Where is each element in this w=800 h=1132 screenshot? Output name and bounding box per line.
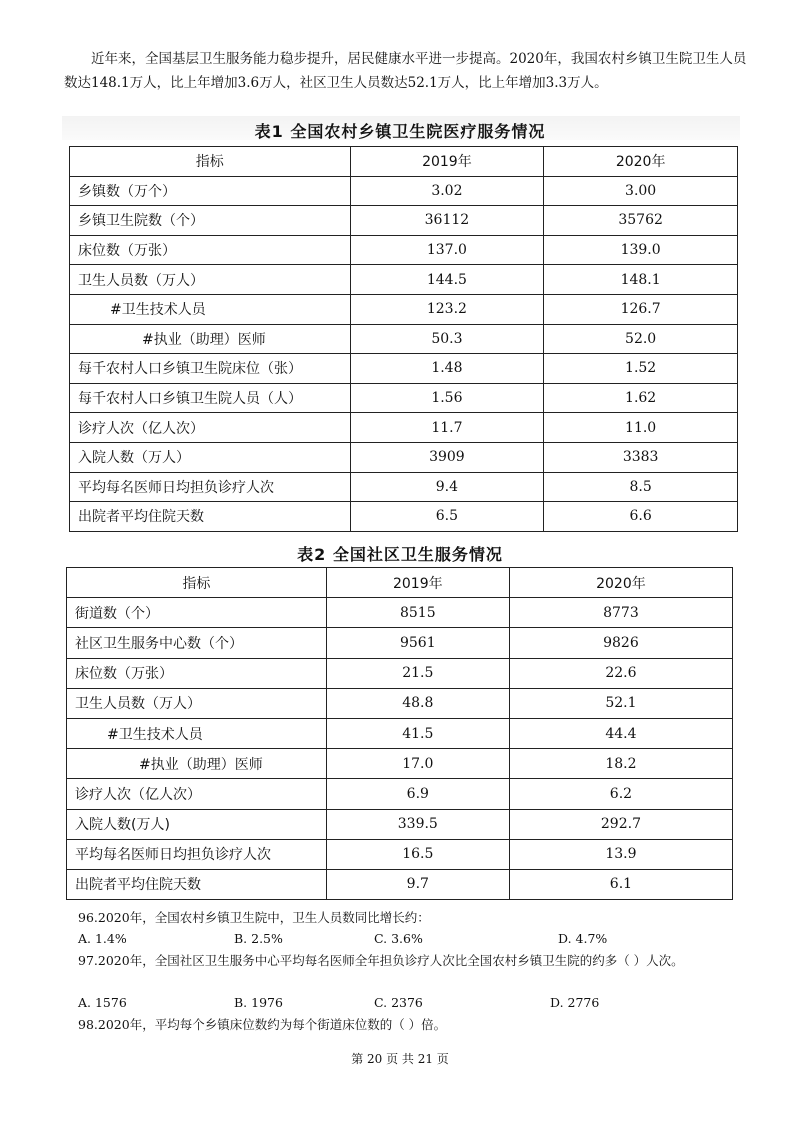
table-row — [70, 383, 738, 413]
table-row — [70, 442, 738, 472]
value-2020-cell: 139.0 — [544, 235, 738, 265]
table1-header-row — [70, 147, 738, 177]
table1-title: 表1 全国农村乡镇卫生院医疗服务情况 — [254, 122, 546, 141]
indicator-cell: 卫生人员数（万人） — [70, 265, 351, 295]
value-2020-cell: 6.2 — [509, 779, 732, 809]
value-2020-cell: 11.0 — [544, 413, 738, 443]
value-2019-cell: 6.9 — [326, 779, 509, 809]
table1-header-2020: 2020年 — [544, 147, 738, 177]
table2-header-2019: 2019年 — [326, 568, 509, 598]
table-row — [67, 688, 733, 718]
table-row — [70, 176, 738, 206]
indicator-cell: 乡镇卫生院数（个） — [70, 206, 351, 236]
value-2019-cell: 17.0 — [326, 749, 509, 779]
value-2019-cell: 1.48 — [350, 354, 544, 384]
table2-header-row — [67, 568, 733, 598]
value-2019-cell: 16.5 — [326, 839, 509, 869]
indicator-cell: #卫生技术人员 — [67, 718, 327, 748]
table2-header-2020: 2020年 — [509, 568, 732, 598]
value-2020-cell: 8.5 — [544, 472, 738, 502]
value-2019-cell: 3909 — [350, 442, 544, 472]
table-row — [67, 718, 733, 748]
page-footer: 第 20 页 共 21 页 — [351, 1052, 449, 1066]
question-97-options — [78, 995, 758, 1013]
table-row — [70, 294, 738, 324]
value-2020-cell: 9826 — [509, 628, 732, 658]
value-2019-cell: 6.5 — [350, 502, 544, 532]
value-2020-cell: 6.1 — [509, 869, 732, 899]
table-row — [70, 265, 738, 295]
indicator-cell: 每千农村人口乡镇卫生院人员（人） — [70, 383, 351, 413]
question-97-option-c[interactable]: C. 2376 — [374, 995, 423, 1010]
question-96-option-b[interactable]: B. 2.5% — [234, 931, 283, 946]
value-2020-cell: 148.1 — [544, 265, 738, 295]
value-2019-cell: 9.7 — [326, 869, 509, 899]
question-96-stem: 96.2020年，全国农村乡镇卫生院中，卫生人员数同比增长约： — [78, 910, 430, 925]
intro-paragraph: 近年来，全国基层卫生服务能力稳步提升，居民健康水平进一步提高。2020年，我国农村乡镇卫生院卫生人员数达148.1万人，比上年增加3.6万人，社区卫生人员数达52.1万人，比上年增加3.3万人。 — [64, 51, 747, 91]
value-2020-cell: 35762 — [544, 206, 738, 236]
value-2019-cell: 9.4 — [350, 472, 544, 502]
value-2020-cell: 126.7 — [544, 294, 738, 324]
value-2019-cell: 1.56 — [350, 383, 544, 413]
table-row — [70, 413, 738, 443]
question-97-option-a[interactable]: A. 1576 — [78, 995, 127, 1010]
table1-header-2019: 2019年 — [350, 147, 544, 177]
value-2019-cell: 48.8 — [326, 688, 509, 718]
question-97-stem: 97.2020年，全国社区卫生服务中心平均每名医师全年担负诊疗人次比全国农村乡镇卫生院的约多（ ）人次。 — [78, 953, 684, 968]
table1-header-indicator: 指标 — [70, 147, 351, 177]
table1-rural-township-health-centers — [69, 146, 738, 532]
value-2020-cell: 8773 — [509, 598, 732, 628]
table-row — [67, 839, 733, 869]
value-2020-cell: 6.6 — [544, 502, 738, 532]
value-2019-cell: 11.7 — [350, 413, 544, 443]
value-2020-cell: 22.6 — [509, 658, 732, 688]
value-2019-cell: 36112 — [350, 206, 544, 236]
question-97-option-b[interactable]: B. 1976 — [234, 995, 283, 1010]
value-2020-cell: 3.00 — [544, 176, 738, 206]
question-97-option-d[interactable]: D. 2776 — [550, 995, 600, 1010]
indicator-cell: 街道数（个） — [67, 598, 327, 628]
table-row — [67, 869, 733, 899]
indicator-cell: #执业（助理）医师 — [70, 324, 351, 354]
value-2019-cell: 9561 — [326, 628, 509, 658]
value-2020-cell: 52.1 — [509, 688, 732, 718]
table2-community-health-services — [66, 567, 733, 900]
table-row — [67, 809, 733, 839]
value-2020-cell: 1.52 — [544, 354, 738, 384]
table-row — [70, 472, 738, 502]
indicator-cell: 乡镇数（万个） — [70, 176, 351, 206]
table-row — [70, 354, 738, 384]
indicator-cell: 平均每名医师日均担负诊疗人次 — [67, 839, 327, 869]
value-2020-cell: 18.2 — [509, 749, 732, 779]
indicator-cell: 出院者平均住院天数 — [70, 502, 351, 532]
indicator-cell: 床位数（万张） — [70, 235, 351, 265]
value-2019-cell: 50.3 — [350, 324, 544, 354]
value-2019-cell: 21.5 — [326, 658, 509, 688]
indicator-cell: 床位数（万张） — [67, 658, 327, 688]
question-96-options — [78, 931, 758, 949]
table-row — [70, 206, 738, 236]
question-96-option-d[interactable]: D. 4.7% — [558, 931, 608, 946]
table2-header-indicator: 指标 — [67, 568, 327, 598]
table2-title: 表2 全国社区卫生服务情况 — [297, 545, 503, 564]
indicator-cell: 平均每名医师日均担负诊疗人次 — [70, 472, 351, 502]
value-2019-cell: 144.5 — [350, 265, 544, 295]
indicator-cell: 出院者平均住院天数 — [67, 869, 327, 899]
value-2019-cell: 8515 — [326, 598, 509, 628]
table-row — [67, 658, 733, 688]
table-row — [70, 324, 738, 354]
value-2019-cell: 3.02 — [350, 176, 544, 206]
indicator-cell: 入院人数（万人） — [70, 442, 351, 472]
indicator-cell: 诊疗人次（亿人次） — [67, 779, 327, 809]
indicator-cell: #执业（助理）医师 — [67, 749, 327, 779]
question-98-stem: 98.2020年，平均每个乡镇床位数约为每个街道床位数的（ ）倍。 — [78, 1017, 447, 1032]
indicator-cell: 卫生人员数（万人） — [67, 688, 327, 718]
indicator-cell: 入院人数(万人) — [67, 809, 327, 839]
value-2020-cell: 44.4 — [509, 718, 732, 748]
table-row — [70, 235, 738, 265]
value-2020-cell: 1.62 — [544, 383, 738, 413]
value-2019-cell: 41.5 — [326, 718, 509, 748]
question-96-option-c[interactable]: C. 3.6% — [374, 931, 423, 946]
indicator-cell: #卫生技术人员 — [70, 294, 351, 324]
table-row — [67, 628, 733, 658]
value-2020-cell: 13.9 — [509, 839, 732, 869]
indicator-cell: 社区卫生服务中心数（个） — [67, 628, 327, 658]
value-2020-cell: 52.0 — [544, 324, 738, 354]
value-2020-cell: 292.7 — [509, 809, 732, 839]
table-row — [67, 749, 733, 779]
question-96-option-a[interactable]: A. 1.4% — [78, 931, 127, 946]
value-2019-cell: 137.0 — [350, 235, 544, 265]
table-row — [70, 502, 738, 532]
indicator-cell: 诊疗人次（亿人次） — [70, 413, 351, 443]
value-2020-cell: 3383 — [544, 442, 738, 472]
table-row — [67, 779, 733, 809]
indicator-cell: 每千农村人口乡镇卫生院床位（张） — [70, 354, 351, 384]
table-row — [67, 598, 733, 628]
value-2019-cell: 123.2 — [350, 294, 544, 324]
value-2019-cell: 339.5 — [326, 809, 509, 839]
